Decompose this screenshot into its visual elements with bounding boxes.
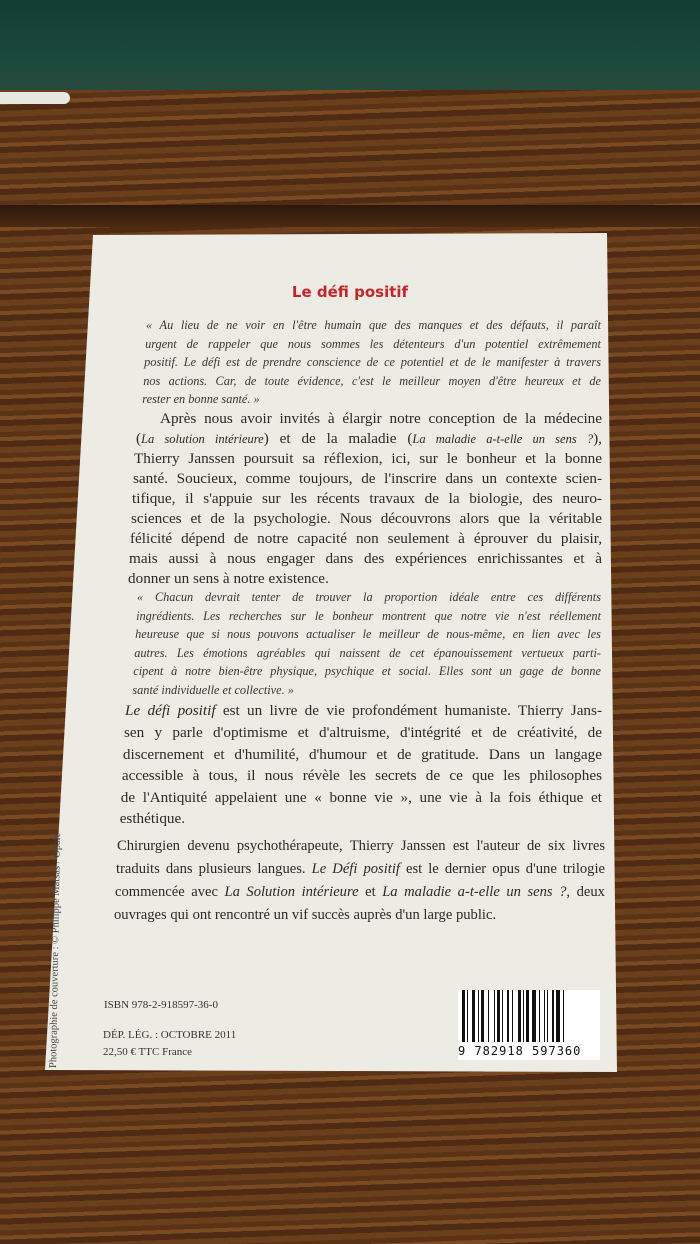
text: est un livre de vie profondément humaniste. Thierry Jans- — [215, 702, 602, 719]
text: , deux — [566, 884, 605, 900]
text-line: Thierry Janssen poursuit sa réflexion, ici, sur le bonheur et la bonne — [134, 450, 602, 467]
barcode-bar — [518, 990, 521, 1042]
text-line: esthétique. — [119, 810, 186, 827]
text-line: félicité dépend de notre capacité non seulement à éprouver du plaisir, — [130, 530, 602, 547]
text: commencée avec — [115, 884, 225, 900]
text-line — [136, 430, 602, 447]
barcode-bar — [552, 990, 555, 1042]
text-line: « Chacun devrait tenter de trouver la proportion idéale entre ces différents — [137, 590, 601, 604]
barcode-bar — [544, 990, 545, 1042]
barcode-bars — [462, 990, 596, 1042]
text-line: sen y parle d'optimisme et d'altruisme, d'intégrité et de créativité, de — [124, 724, 602, 741]
text: traduits dans plusieurs langues. — [116, 861, 312, 877]
text-line: santé individuelle et collective. » — [132, 682, 294, 697]
text-line: urgent de rappeler que nous sommes les détenteurs d'un potentiel extrêmement — [145, 336, 601, 351]
barcode-bar — [502, 990, 503, 1042]
book-reference: La Solution intérieure — [224, 884, 359, 900]
text-line: tifique, il s'appuie sur les récents travaux de la biologie, des neuro- — [132, 490, 602, 507]
text: ), — [593, 430, 602, 447]
barcode-bar — [507, 990, 510, 1042]
book-reference: Le Défi positif — [311, 861, 400, 877]
text-line: donner un sens à notre existence. — [128, 570, 329, 587]
text: et — [358, 884, 383, 900]
text-line: Chirurgien devenu psychothérapeute, Thierry Janssen est l'auteur de six livres — [117, 838, 605, 854]
text-line — [125, 702, 602, 719]
photo-credit: Photographie de couverture : © Philippe Matsas / Opale — [48, 832, 64, 1069]
barcode-bar — [462, 990, 465, 1042]
barcode-bar — [523, 990, 524, 1042]
text-line: santé. Soucieux, comme toujours, de l'inscrire dans un contexte scien- — [133, 470, 602, 487]
white-cable — [0, 92, 70, 104]
text-line: autres. Les émotions agréables qui naissent de cet épanouissement vertueux parti- — [134, 645, 601, 660]
barcode-bar — [539, 990, 540, 1042]
green-wall-background — [0, 0, 700, 95]
barcode-bar — [481, 990, 484, 1042]
text-line — [116, 861, 605, 878]
isbn: ISBN 978-2-918597-36-0 — [104, 999, 218, 1011]
barcode-bar — [547, 990, 548, 1042]
text-line: rester en bonne santé. » — [142, 392, 260, 406]
barcode-bar — [494, 990, 495, 1042]
book-reference: Le défi positif — [125, 702, 216, 719]
book-title: Le défi positif — [291, 283, 409, 301]
text-line: Après nous avoir invités à élargir notre conception de la médecine — [160, 410, 602, 427]
text-line: mais aussi à nous engager dans des expériences enrichissantes et à — [129, 550, 602, 567]
text-line — [115, 884, 605, 901]
text-line: cipent à notre bien-être physique, psychique et social. Elles sont un gage de bonne — [133, 664, 601, 678]
text: ( — [136, 430, 142, 447]
table-edge — [0, 205, 700, 227]
text: est le dernier opus d'une trilogie — [399, 861, 606, 877]
barcode-bar — [497, 990, 500, 1042]
barcode-bar — [488, 990, 489, 1042]
book-reference: La maladie a-t-elle un sens ? — [382, 884, 567, 900]
barcode-bar — [512, 990, 513, 1042]
text-line: discernement et d'humilité, d'humour et de gratitude. Dans un langage — [122, 745, 602, 763]
text: ) et de la maladie ( — [263, 430, 413, 447]
barcode-bar — [467, 990, 468, 1042]
barcode-bar — [556, 990, 560, 1042]
barcode-bar — [478, 990, 479, 1042]
book-reference: La maladie a-t-elle un sens ? — [412, 432, 594, 446]
text-line: ingrédients. Les recherches sur le bonheur montrent que notre vie n'est réellement — [136, 608, 601, 623]
legal-deposit: DÉP. LÉG. : OCTOBRE 2011 — [103, 1029, 237, 1041]
barcode-bar — [563, 990, 564, 1042]
barcode-bar — [472, 990, 476, 1042]
text-line: heureuse que si nous pouvons actualiser le meilleur de nous-même, en lien avec les — [135, 627, 601, 641]
barcode-number: 9 782918 597360 — [458, 1044, 582, 1058]
book-reference: La solution intérieure — [141, 432, 264, 446]
text-line: positif. Le défi est de prendre conscience de ce potentiel et de le manifester à travers — [144, 355, 601, 369]
text-line: « Au lieu de ne voir en l'être humain que des manques et des défauts, il paraît — [146, 318, 601, 332]
text-line: sciences et de la psychologie. Nous découvrons alors que la véritable — [131, 510, 602, 527]
text-line: accessible à tous, il nous révèle les secrets de ce que les philosophes — [121, 767, 602, 784]
barcode-bar — [526, 990, 529, 1042]
text-line: nos actions. Car, de toute évidence, c'est le meilleur moyen d'être heureux et de — [143, 373, 601, 388]
text-line: de l'Antiquité appelaient une « bonne vie », une vie à la fois éthique et — [120, 788, 602, 806]
barcode — [458, 990, 600, 1060]
price: 22,50 € TTC France — [103, 1046, 193, 1058]
text-line: ouvrages qui ont rencontré un vif succès auprès d'un large public. — [114, 907, 497, 923]
barcode-bar — [532, 990, 536, 1042]
